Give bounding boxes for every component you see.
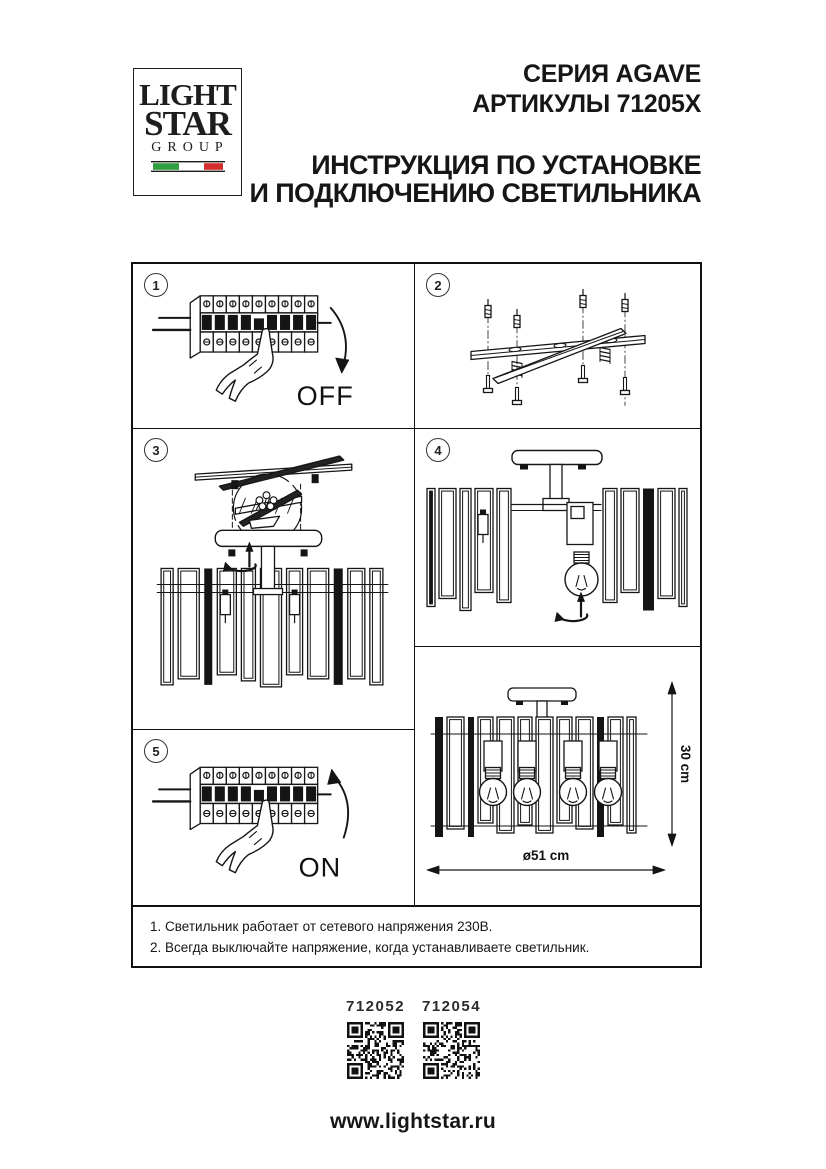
step-3-panel <box>133 429 415 730</box>
step-1-panel <box>133 264 415 429</box>
logo-text-group: GROUP <box>151 140 229 155</box>
step-1-badge <box>144 273 168 297</box>
step-5-number: 5 <box>152 743 160 759</box>
step-3-number: 3 <box>152 442 160 458</box>
fixture-dimensions-drawing <box>415 647 700 905</box>
website-url: www.lightstar.ru <box>330 1110 496 1133</box>
instruction-steps-grid <box>131 262 702 907</box>
on-label: ON <box>298 851 342 883</box>
breaker-off-drawing <box>133 264 414 428</box>
instruction-title-line1: ИНСТРУКЦИЯ ПО УСТАНОВКЕ <box>311 150 701 180</box>
step-2-number: 2 <box>434 277 442 293</box>
step-4-panel <box>415 429 700 647</box>
logo-text-star: STAR <box>144 104 231 143</box>
step-1-number: 1 <box>152 277 160 293</box>
height-dimension-label: 30 cm <box>678 744 693 784</box>
off-label: OFF <box>296 380 354 412</box>
logo-text-light: LIGHT <box>139 77 236 112</box>
step-4-badge <box>426 438 450 462</box>
article-number-2: 712054 <box>422 998 482 1015</box>
qr-code-712054 <box>423 1022 480 1079</box>
breaker-on-drawing <box>133 730 414 905</box>
step-3-badge <box>144 438 168 462</box>
fixture-mounting-drawing <box>133 429 414 729</box>
italian-flag-icon <box>151 161 225 172</box>
lightstar-logo <box>133 68 242 196</box>
step-5-badge <box>144 739 168 763</box>
dimensions-panel <box>415 647 700 905</box>
series-title: СЕРИЯ AGAVE <box>522 60 701 88</box>
articles-title: АРТИКУЛЫ 71205X <box>472 90 701 118</box>
qr-code-712052 <box>347 1022 404 1079</box>
note-1: 1. Светильник работает от сетевого напряжения 230В. <box>150 919 493 934</box>
step-2-badge <box>426 273 450 297</box>
article-qr-section <box>0 998 826 1079</box>
step-4-number: 4 <box>434 442 442 458</box>
document-header <box>250 59 701 207</box>
mounting-bracket-drawing <box>415 264 700 428</box>
note-2: 2. Всегда выключайте напряжение, когда устанавливаете светильник. <box>150 939 590 955</box>
instruction-title-line2: И ПОДКЛЮЧЕНИЮ СВЕТИЛЬНИКА <box>249 178 701 208</box>
step-2-panel <box>415 264 700 429</box>
bulb-installation-drawing <box>415 429 700 646</box>
qr-item-712054 <box>422 998 480 1079</box>
safety-notes <box>131 905 702 968</box>
step-5-panel <box>133 730 415 905</box>
qr-item-712052 <box>346 998 404 1079</box>
article-number-1: 712052 <box>346 998 406 1015</box>
diameter-dimension-label: ø51 cm <box>522 848 570 863</box>
